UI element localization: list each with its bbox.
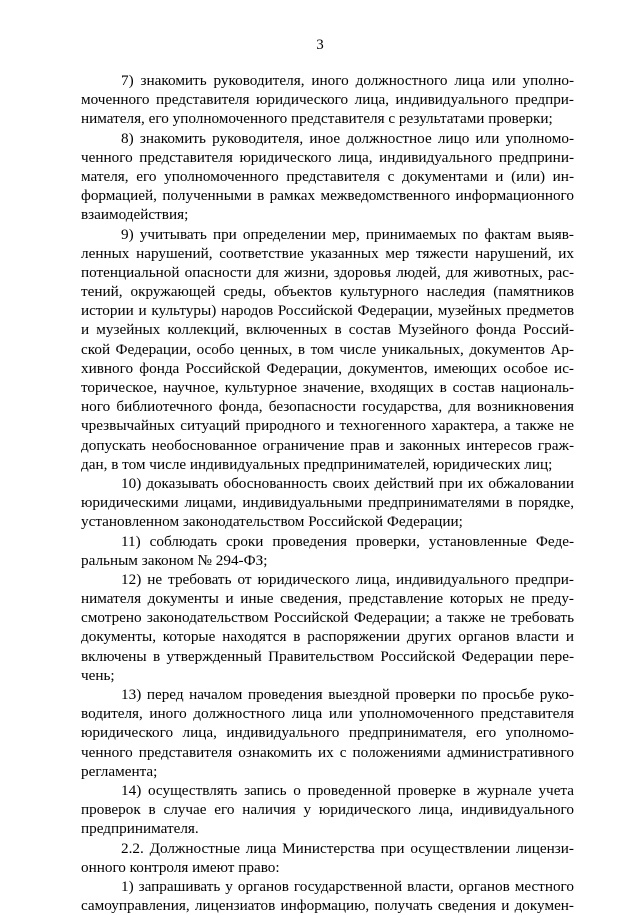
text-line: моченного представителя юридического лица, индивидуального предпри- (81, 91, 574, 109)
text-line: 14) осуществлять запись о проведенной проверке в журнале учета (121, 781, 574, 799)
text-line: предпринимателя. (81, 820, 199, 838)
text-line: онного контроля имеют право: (81, 858, 280, 876)
text-line: истории и культуры) народов Российской Федерации, музейных предметов (81, 302, 574, 320)
text-line: 11) соблюдать сроки проведения проверки, установленные Феде- (121, 532, 574, 550)
paragraph-item-7 (81, 71, 574, 129)
text-line: включены в утвержденный Правительством Российской Федерации пере- (81, 647, 574, 665)
text-line: хивного фонда Российской Федерации, документов, имеющих особое ис- (81, 359, 574, 377)
text-line: водителя, иного должностного лица или уполномоченного представителя (81, 705, 574, 723)
paragraph-item-14 (81, 781, 574, 839)
text-line: ного библиотечного фонда, безопасности государства, для возникновения (81, 398, 574, 416)
text-line: документы, которые находятся в распоряжении других органов власти и (81, 628, 574, 646)
text-line: формацией, полученными в рамках межведомственного информационного (81, 187, 574, 205)
text-line: тений, окружающей среды, объектов культурного наследия (памятников (81, 283, 574, 301)
text-line: ченного представителя ознакомить их с положениями административного (81, 743, 574, 761)
page-number: 3 (316, 37, 324, 53)
text-line: 7) знакомить руководителя, иного должностного лица или уполно- (121, 72, 574, 89)
text-line: нимателя, его уполномоченного представителя с результатами проверки; (81, 110, 553, 128)
paragraph-item-13 (81, 685, 574, 781)
text-line: смотрено законодательством Российской Федерации; а также не требовать (81, 609, 574, 627)
text-line: ченного представителя юридического лица, индивидуального предприни- (81, 148, 574, 166)
text-line: 9) учитывать при определении мер, принимаемых по фактам выяв- (121, 225, 574, 243)
paragraph-item-9 (81, 225, 574, 474)
text-line: юридическими лицами, индивидуальными предпринимателями в порядке, (81, 494, 574, 512)
text-line: 8) знакомить руководителя, иное должностное лицо или уполномо- (121, 129, 574, 147)
paragraph-item-12 (81, 570, 574, 685)
text-line: нимателя документы и иные сведения, представление которых не преду- (81, 590, 574, 608)
paragraph-item-10 (81, 474, 574, 532)
text-line: и музейных коллекций, включенных в состав Музейного фонда Россий- (81, 321, 574, 339)
text-line: регламента; (81, 762, 158, 780)
text-line: ральным законом № 294-ФЗ; (81, 551, 268, 569)
text-line: торическое, научное, культурное значение, входящих в состав националь- (81, 379, 574, 396)
text-line: чрезвычайных ситуаций природного и техногенного характера, а также не (81, 417, 574, 435)
text-line: 10) доказывать обоснованность своих действий при их обжаловании (121, 474, 574, 492)
paragraph-item-11 (81, 532, 574, 570)
text-line: 13) перед началом проведения выездной проверки по просьбе руко- (121, 686, 574, 703)
paragraph-right-1 (81, 877, 574, 915)
text-line: чень; (81, 666, 115, 684)
text-line: проверок в случае его наличия у юридического лица, индивидуального (81, 801, 574, 819)
text-line: 12) не требовать от юридического лица, индивидуального предпри- (121, 570, 574, 588)
text-line: мателя, его уполномоченного представителя с документами и (или) ин- (81, 167, 574, 185)
paragraph-section-2-2 (81, 839, 574, 877)
document-body (81, 71, 574, 915)
text-line: потенциальной опасности для жизни, здоровья людей, для животных, рас- (81, 263, 574, 281)
paragraph-item-8 (81, 129, 574, 225)
text-line: установленном законодательством Российской Федерации; (81, 513, 463, 531)
text-line: 1) запрашивать у органов государственной власти, органов местного (121, 877, 574, 895)
text-line: допускать необоснованное ограничение прав и законных интересов граж- (81, 436, 574, 454)
text-line: дан, в том числе индивидуальных предпринимателей, юридических лиц; (81, 455, 553, 473)
text-line: юридического лица, индивидуального предпринимателя, его уполномо- (81, 724, 574, 742)
text-line: ленных нарушений, соответствие указанных мер тяжести нарушений, их (81, 244, 574, 262)
text-line: ской Федерации, особо ценных, в том числе уникальных, документов Ар- (81, 340, 574, 358)
text-line: 2.2. Должностные лица Министерства при осуществлении лицензи- (121, 839, 574, 857)
text-line: самоуправления, лицензиатов информацию, получать сведения и докумен- (81, 897, 574, 915)
text-line: взаимодействия; (81, 206, 189, 224)
